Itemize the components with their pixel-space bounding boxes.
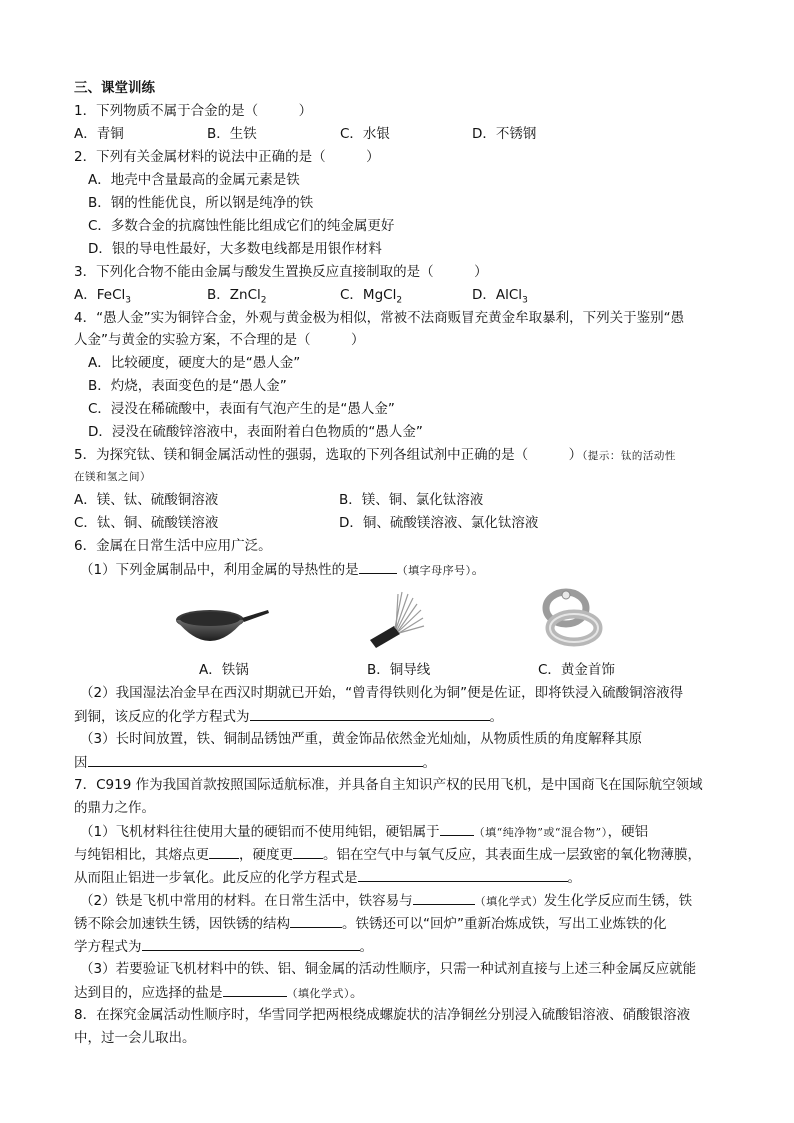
q3-stem: 3．下列化合物不能由金属与酸发生置换反应直接制取的是（ ） [74, 264, 488, 280]
q6-part2-line2: 到铜，该反应的化学方程式为 。 [74, 706, 503, 727]
caption-b: B．铜导线 [367, 662, 431, 678]
caption-a: A．铁锅 [199, 662, 249, 678]
q4-stem-line1: 4．“愚人金”实为铜锌合金，外观与黄金极为相似，常被不法商贩冒充黄金牟取暴利，下列关于鉴别“愚 [74, 310, 685, 326]
q6-part1-blank[interactable] [359, 559, 397, 574]
q5-option-d: D．铜、硫酸镁溶液、氯化钛溶液 [339, 515, 539, 531]
q6-part3-blank[interactable] [88, 752, 423, 767]
q4-option-d: D．浸没在硫酸锌溶液中，表面附着白色物质的“愚人金” [88, 424, 423, 440]
q7-part2-line2: 锈不除会加速铁生锈，因铁锈的结构 。铁锈还可以“回炉”重新冶炼成铁，写出工业炼铁的化 [74, 913, 667, 934]
q6-part3-line1: （3）长时间放置，铁、铜制品锈蚀严重，黄金饰品依然金光灿灿，从物质性质的角度解释其原 [80, 731, 643, 747]
q7-stem-line1: 7．C919 作为我国首款按照国际适航标准，并具备自主知识产权的民用飞机，是中国商飞在国际航空领域 [74, 777, 703, 793]
q6-stem: 6．金属在日常生活中应用广泛。 [74, 538, 272, 554]
q1-option-c: C．水银 [340, 126, 390, 142]
q7-part1-blank4[interactable] [358, 867, 568, 882]
q2-option-a: A．地壳中含量最高的金属元素是铁 [88, 172, 300, 188]
q4-stem-line2: 人金”与黄金的实验方案，不合理的是（ ） [74, 332, 365, 348]
q7-part1-line3: 从而阻止铝进一步氧化。此反应的化学方程式是 。 [74, 867, 581, 888]
q3-option-c: C．MgCl$_2$ [340, 287, 403, 306]
section-title: 三、课堂训练 [74, 80, 155, 96]
q7-part1-blank1[interactable] [440, 821, 474, 836]
q3-option-b: B．ZnCl$_2$ [207, 287, 267, 306]
q2-option-d: D．银的导电性最好，大多数电线都是用银作材料 [88, 241, 382, 257]
q2-option-b: B．钢的性能优良，所以钢是纯净的铁 [88, 195, 314, 211]
q7-part3-line2: 达到目的，应选择的盐是 （填化学式）。 [74, 982, 364, 1004]
q7-part2-line1: （2）铁是飞机中常用的材料。在日常生活中，铁容易与 （填化学式）发生化学反应而生锈，铁 [80, 890, 692, 912]
q3-option-a: A．FeCl$_3$ [74, 287, 131, 306]
q6-part2-blank[interactable] [250, 706, 490, 721]
q1-option-b: B．生铁 [207, 126, 257, 142]
q7-part1-line1: （1）飞机材料往往使用大量的硬铝而不使用纯铝，硬铝属于 （填“纯净物”或“混合物”），硬铝 [80, 821, 648, 843]
q4-option-b: B．灼烧，表面变色的是“愚人金” [88, 378, 287, 394]
q7-part3-line1: （3）若要验证飞机材料中的铁、铝、铜金属的活动性顺序，只需一种试剂直接与上述三种金属反应就能 [80, 961, 697, 977]
q8-stem-line2: 中，过一会儿取出。 [74, 1030, 196, 1046]
q3-option-d: D．AlCl$_3$ [472, 287, 528, 306]
q7-part2-blank1[interactable] [413, 890, 475, 905]
q7-part3-blank[interactable] [223, 982, 287, 997]
q7-part1-blank3[interactable] [293, 844, 323, 859]
q7-part1-blank2[interactable] [209, 844, 239, 859]
q5-option-c: C．钛、铜、硫酸镁溶液 [74, 515, 219, 531]
q7-part1-line2: 与纯铝相比，其熔点更 ，硬度更 。铝在空气中与氧气反应，其表面生成一层致密的氧化物薄膜， [74, 844, 701, 865]
q7-part2-blank3[interactable] [142, 936, 360, 951]
q2-stem: 2．下列有关金属材料的说法中正确的是（ ） [74, 149, 380, 165]
q4-option-a: A．比较硬度，硬度大的是“愚人金” [88, 355, 301, 371]
q1-option-d: D．不锈钢 [472, 126, 537, 142]
q6-part3-line2: 因 。 [74, 752, 436, 773]
q1-stem: 1．下列物质不属于合金的是（ ） [74, 103, 313, 119]
q6-part1: （1）下列金属制品中，利用金属的导热性的是 （填字母序号）。 [80, 559, 485, 581]
q8-stem-line1: 8．在探究金属活动性顺序时，华雪同学把两根绕成螺旋状的洁净铜丝分别浸入硫酸铝溶液、硝酸银溶液 [74, 1007, 691, 1023]
q5-stem: 5．为探究钛、镁和铜金属活动性的强弱，选取的下列各组试剂中正确的是（ ）（提示：钛的活动性 [74, 447, 676, 463]
caption-c: C．黄金首饰 [538, 662, 615, 678]
iron-wok-image [172, 592, 272, 652]
q5-hint: 在镁和氢之间） [74, 471, 151, 483]
q1-option-a: A．青铜 [74, 126, 124, 142]
q4-option-c: C．浸没在稀硫酸中，表面有气泡产生的是“愚人金” [88, 401, 395, 417]
q7-stem-line2: 的鼎力之作。 [74, 800, 155, 816]
q5-option-a: A．镁、钛、硫酸铜溶液 [74, 492, 219, 508]
copper-wire-image [368, 588, 426, 652]
q6-part2-line1: （2）我国湿法冶金早在西汉时期就已开始，“曾青得铁则化为铜”便是佐证，即将铁浸入硫酸铜溶液得 [80, 685, 684, 701]
gold-ring-image [538, 586, 608, 648]
q7-part2-line3: 学方程式为 。 [74, 936, 373, 957]
q7-part2-blank2[interactable] [290, 913, 342, 928]
q2-option-c: C．多数合金的抗腐蚀性能比组成它们的纯金属更好 [88, 218, 395, 234]
q5-option-b: B．镁、铜、氯化钛溶液 [339, 492, 484, 508]
